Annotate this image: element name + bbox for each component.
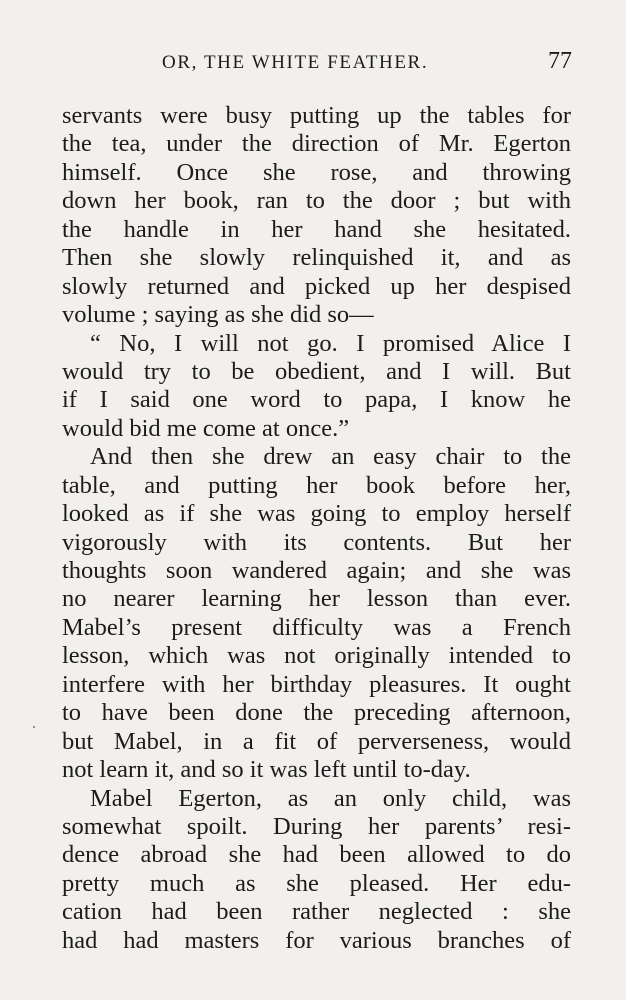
text-line: but Mabel, in a fit of perverseness, would (62, 727, 571, 755)
text-line: somewhat spoilt. During her parents’ resi- (62, 812, 571, 840)
text-line: if I said one word to papa, I know he (62, 386, 571, 414)
page-number: 77 (548, 48, 572, 74)
text-line: cation had been rather neglected : she (62, 898, 571, 926)
text-line: pretty much as she pleased. Her edu- (62, 869, 571, 897)
text-line: the handle in her hand she hesitated. (62, 215, 571, 243)
text-line: dence abroad she had been allowed to do (62, 841, 571, 869)
text-line: servants were busy putting up the tables for (62, 102, 571, 129)
text-line: table, and putting her book before her, (62, 471, 571, 499)
text-line: thoughts soon wandered again; and she was (62, 557, 571, 584)
text-line: himself. Once she rose, and throwing (62, 158, 571, 186)
text-line: Mabel Egerton, as an only child, was (90, 784, 571, 812)
text-line: Mabel’s present difficulty was a French (62, 613, 571, 641)
running-title: OR, THE WHITE FEATHER. (162, 52, 429, 73)
text-line: would try to be obedient, and I will. But (62, 357, 571, 385)
text-line: the tea, under the direction of Mr. Egerton (62, 130, 571, 158)
body-text (62, 102, 571, 955)
text-line: to have been done the preceding afternoon, (62, 699, 571, 727)
text-line: lesson, which was not originally intended to (62, 642, 571, 670)
running-header (62, 48, 572, 78)
text-line: slowly returned and picked up her despised (62, 272, 571, 300)
text-line: vigorously with its contents. But her (62, 528, 571, 556)
text-line: looked as if she was going to employ herself (62, 500, 571, 528)
text-line: volume ; saying as she did so— (62, 301, 374, 329)
text-line: And then she drew an easy chair to the (90, 443, 571, 471)
text-line: would bid me come at once.” (62, 414, 350, 442)
print-speck (33, 726, 35, 728)
text-line: not learn it, and so it was left until to-day. (62, 756, 471, 784)
text-line: “ No, I will not go. I promised Alice I (90, 329, 571, 357)
text-line: Then she slowly relinquished it, and as (62, 244, 571, 272)
text-line: no nearer learning her lesson than ever. (62, 585, 571, 613)
text-line: down her book, ran to the door ; but with (62, 187, 571, 215)
text-line: interfere with her birthday pleasures. It ought (62, 670, 571, 698)
text-line: had had masters for various branches of (62, 926, 571, 954)
